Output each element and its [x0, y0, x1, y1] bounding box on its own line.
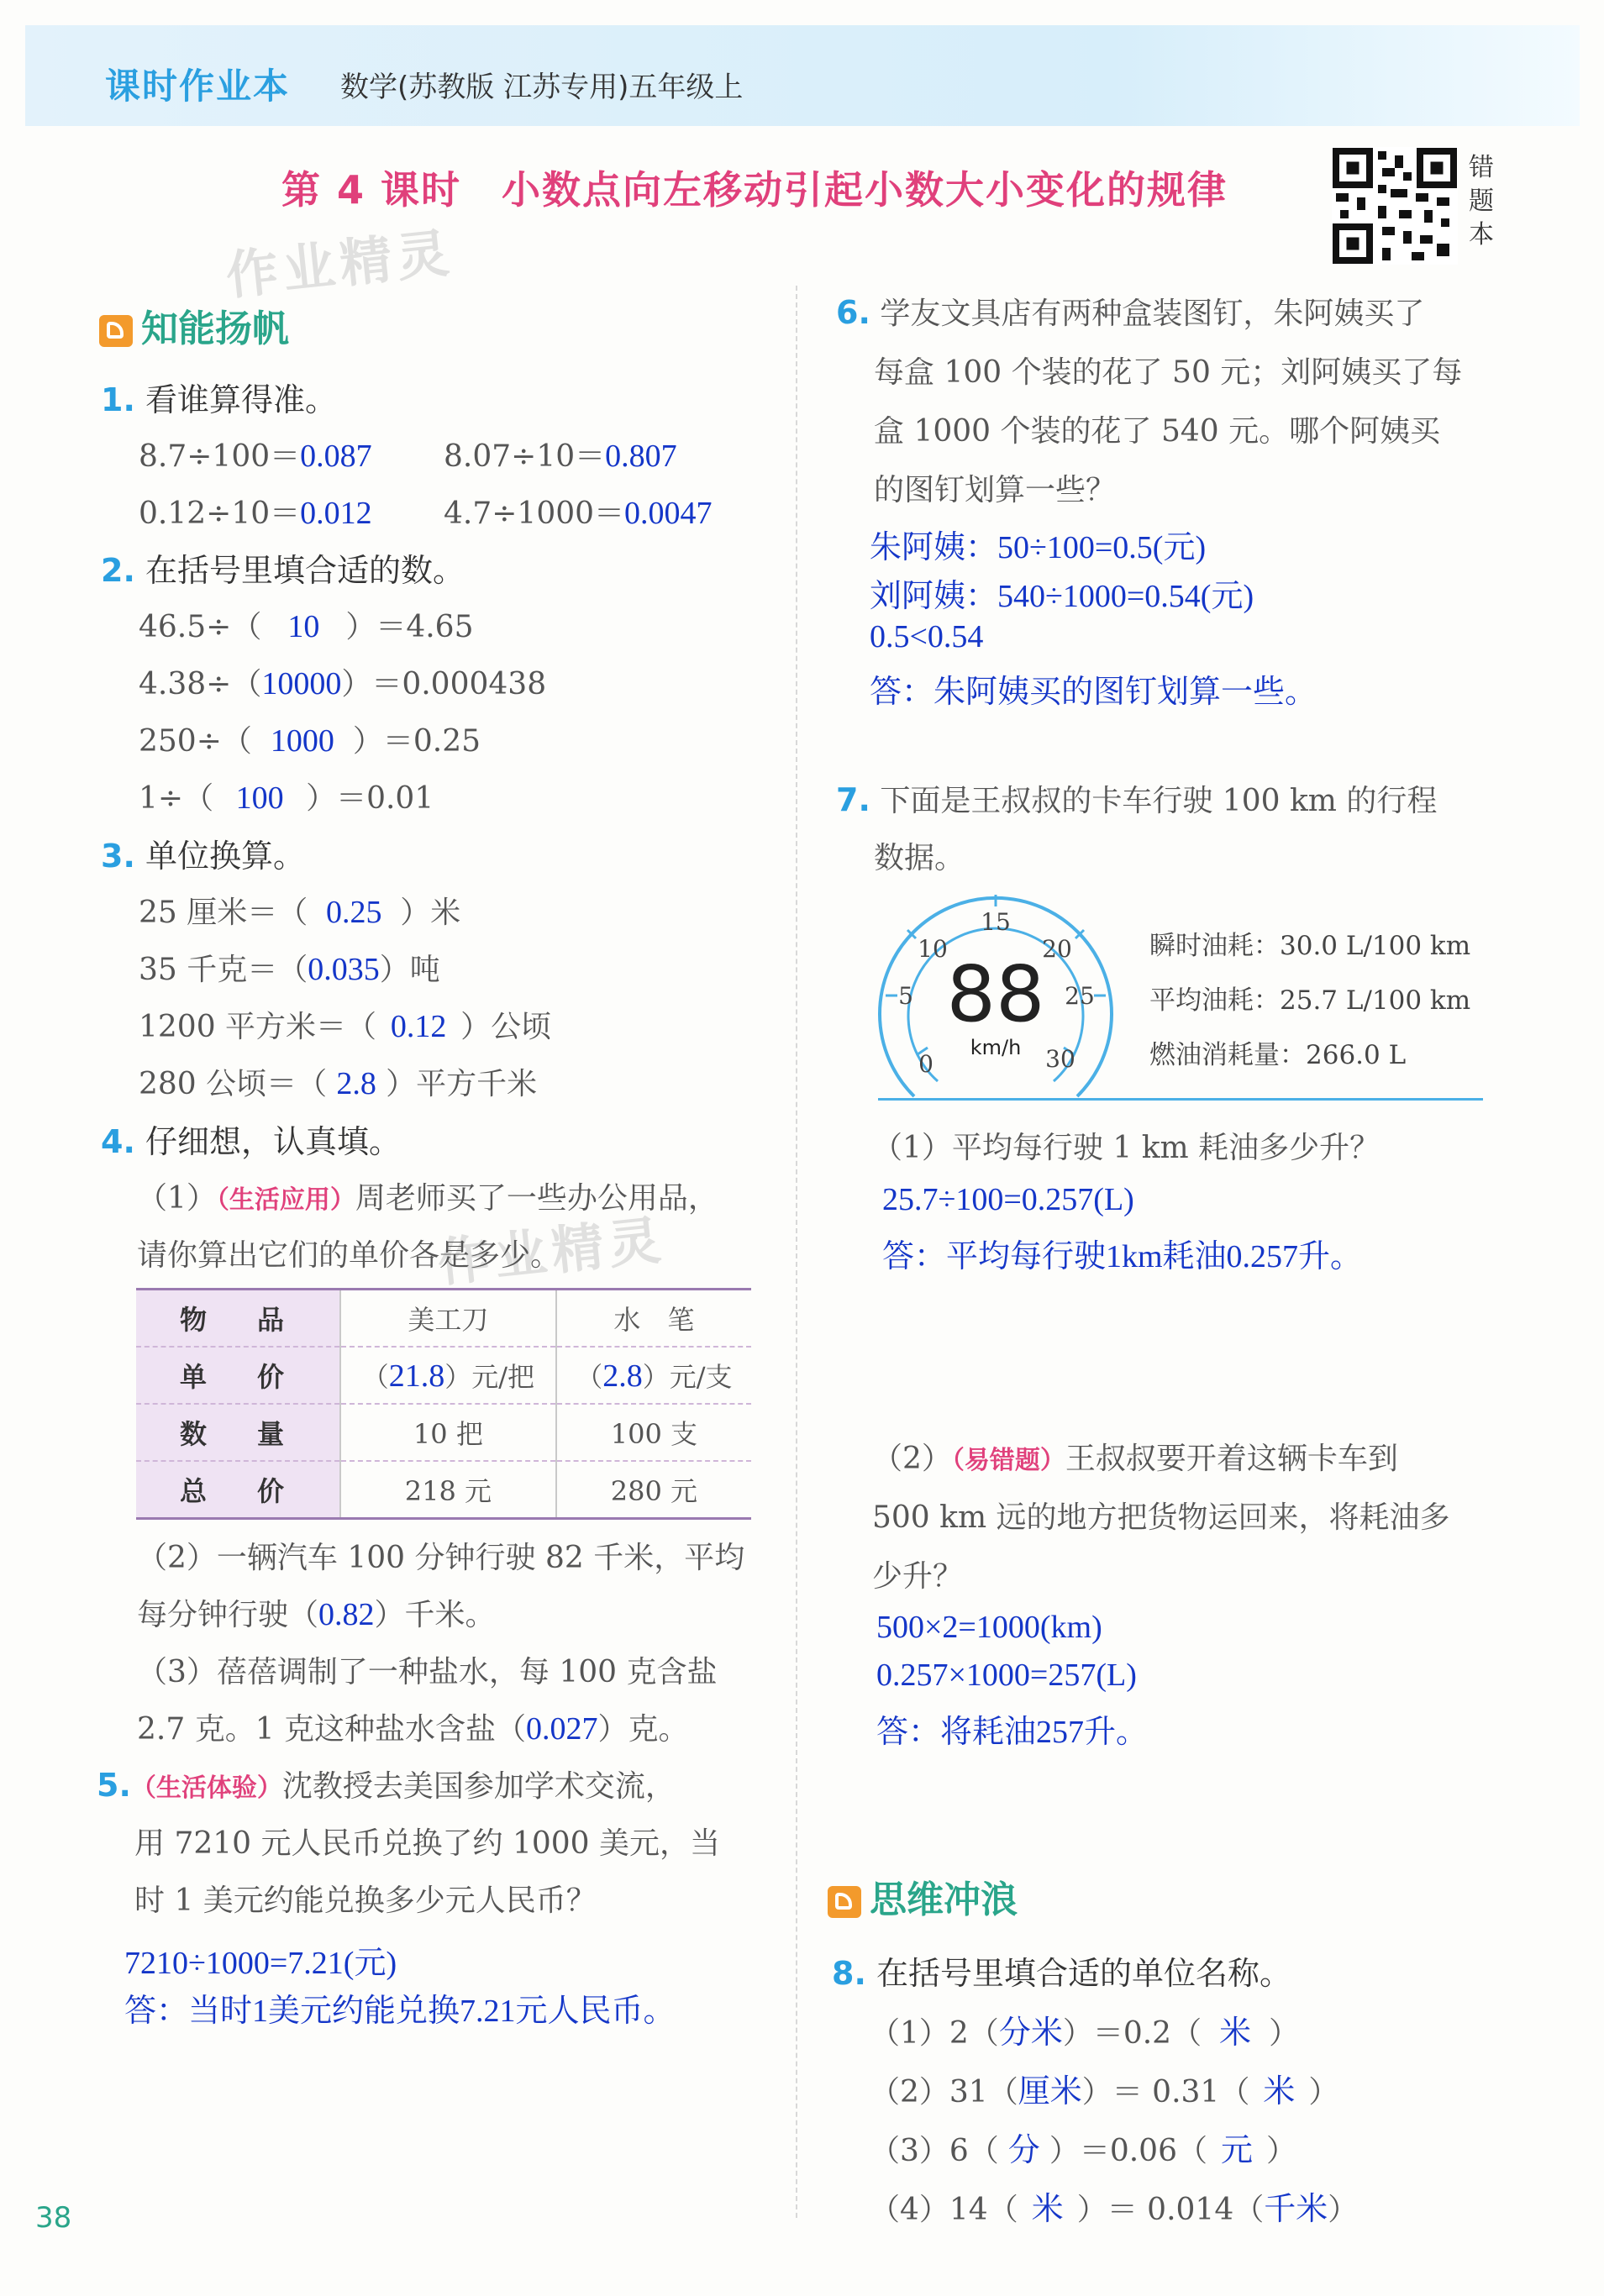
readout-label: 燃油消耗量：	[1149, 1040, 1306, 1070]
answer: 2.8	[602, 1358, 643, 1394]
qr-label-char: 题	[1469, 187, 1494, 216]
q4-title	[101, 1116, 401, 1162]
question-text: 王叔叔要开着这辆卡车到	[1065, 1442, 1398, 1476]
question-text: 单位换算。	[145, 838, 305, 875]
q7-part1-answer: 答：平均每行驶1km耗油0.257升。	[882, 1239, 1363, 1274]
column-divider	[796, 286, 797, 2218]
q6-answer: 朱阿姨：50÷100=0.5(元)	[870, 530, 1207, 565]
q7-text: 数据。	[874, 841, 965, 875]
q5-answer: 答：当时1美元约能兑换7.21元人民币。	[124, 1994, 676, 2029]
q4-part3-cont	[137, 1705, 689, 1748]
table-row	[136, 1404, 751, 1461]
gauge-tick-25: 25	[1065, 982, 1095, 1010]
section-title: 思维冲浪	[870, 1878, 1018, 1921]
question-number: 1.	[101, 381, 135, 418]
answer: 100	[235, 780, 284, 816]
q4-part3: （3）蓓蓓调制了一种盐水，每 100 克含盐	[137, 1655, 718, 1689]
answer: 元	[1220, 2133, 1253, 2168]
expression: 4.7÷1000＝	[444, 497, 625, 531]
question-text: 在括号里填合适的单位名称。	[876, 1955, 1291, 1992]
q8-item	[870, 2065, 1338, 2111]
qr-label-char: 错	[1469, 153, 1494, 182]
qr-label	[1466, 151, 1496, 252]
question-text: 看谁算得准。	[145, 381, 337, 418]
expression: （4）14（	[870, 2193, 1018, 2227]
table-cell: 10 把	[340, 1404, 556, 1461]
question-text: 2.7 克。1 克这种盐水含盐（	[137, 1712, 527, 1747]
book-info: 数学(苏教版 江苏专用)五年级上	[340, 71, 744, 104]
table-cell: 280 元	[556, 1461, 751, 1519]
expression: ）	[1308, 2075, 1339, 2109]
expression: ）吨	[379, 953, 440, 987]
readout-label: 平均油耗：	[1149, 985, 1280, 1016]
table-row	[136, 1461, 751, 1519]
gauge-tick-30: 30	[1045, 1045, 1075, 1073]
answer: 分米	[998, 2015, 1063, 2051]
readout-value: 266.0 L	[1306, 1040, 1407, 1070]
readout-value: 25.7 L/100 km	[1280, 985, 1471, 1016]
table-row-label: 单 价	[136, 1347, 340, 1404]
readout-value: 30.0 L/100 km	[1280, 931, 1471, 961]
table-row	[136, 1290, 751, 1348]
q5-title	[97, 1763, 676, 1805]
section-icon	[828, 1886, 861, 1918]
expression: ）	[1328, 2193, 1359, 2227]
answer: 0.807	[605, 439, 677, 474]
q6-title	[836, 290, 1424, 333]
question-text: 在括号里填合适的数。	[145, 552, 465, 589]
q7-part2-answer: 500×2=1000(km)	[876, 1610, 1102, 1645]
part-label: （1）	[137, 1181, 217, 1216]
readout-fuel-consumed	[1149, 1033, 1406, 1071]
q5-text: 时 1 美元约能兑换多少元人民币？	[134, 1884, 597, 1918]
question-text: 仔细想，认真填。	[145, 1123, 401, 1160]
answer: 分	[1007, 2133, 1040, 2168]
question-number: 3.	[101, 838, 135, 875]
q7-title	[836, 777, 1437, 820]
answer: 米	[1263, 2074, 1296, 2109]
table-cell	[556, 1347, 751, 1404]
q5-answer: 7210÷1000=7.21(元)	[124, 1946, 397, 1981]
question-text: ）克。	[597, 1712, 689, 1747]
gauge-tick-10: 10	[918, 935, 948, 963]
answer: 2.8	[336, 1066, 376, 1101]
q4-part1	[137, 1174, 718, 1217]
section-title: 知能扬帆	[141, 307, 289, 350]
expression: （1）2（	[870, 2016, 999, 2051]
q7-part2-answer: 答：将耗油257升。	[876, 1715, 1149, 1750]
q7-part2	[872, 1435, 1398, 1478]
expression: ）	[1269, 2016, 1300, 2051]
q1-item	[139, 490, 372, 533]
expression: ）＝0.000438	[341, 667, 547, 701]
q8-title	[832, 1947, 1291, 1994]
gauge-tick-15: 15	[981, 908, 1011, 936]
gauge-unit: km/h	[970, 1036, 1022, 1059]
price-table	[136, 1288, 751, 1520]
tag-label: （易错题）	[951, 1446, 1065, 1475]
answer: 米	[1219, 2015, 1252, 2051]
tag-label: （生活体验）	[130, 1773, 282, 1803]
q5-text: 用 7210 元人民币兑换了约 1000 美元，当	[134, 1826, 721, 1861]
qr-label-char: 本	[1469, 220, 1494, 250]
q2-item	[139, 717, 481, 760]
section-header-thinking	[828, 1869, 1018, 1923]
cell-text: （	[361, 1361, 389, 1393]
expression: ）＝0.01	[306, 781, 434, 816]
expression: ）＝0.06（	[1049, 2134, 1207, 2168]
gauge-tick-20: 20	[1042, 935, 1072, 963]
q2-item	[139, 660, 546, 703]
answer: 0.027	[526, 1711, 598, 1747]
answer: 10	[287, 609, 320, 644]
expression: ）＝0.2（	[1062, 2016, 1202, 2051]
expression: 25 厘米＝（	[139, 896, 308, 930]
expression: 0.12÷10＝	[139, 497, 301, 531]
answer: 千米	[1264, 2192, 1328, 2227]
expression: ）＝4.65	[345, 610, 474, 644]
q1-title	[101, 374, 337, 420]
question-number: 2.	[101, 552, 135, 589]
expression: ）米	[400, 896, 461, 930]
q7-part2-cont: 500 km 远的地方把货物运回来，将耗油多	[872, 1500, 1450, 1535]
q3-item	[139, 1060, 537, 1103]
watermark: 作业精灵	[223, 221, 457, 307]
table-row	[136, 1347, 751, 1404]
q3-item	[139, 946, 440, 989]
q1-item	[139, 433, 372, 475]
readout-instant-fuel	[1149, 924, 1470, 962]
gauge-tick-5: 5	[898, 982, 913, 1010]
question-number: 4.	[101, 1123, 135, 1160]
expression: 8.07÷10＝	[444, 439, 606, 474]
table-row-label: 数 量	[136, 1404, 340, 1461]
speedometer-gauge	[874, 886, 1118, 1109]
question-number: 6.	[836, 294, 870, 331]
answer: 0.0047	[624, 496, 713, 531]
q7-part1: （1）平均每行驶 1 km 耗油多少升？	[872, 1131, 1380, 1165]
expression: （3）6（	[870, 2134, 999, 2168]
cell-text: ）元/支	[642, 1361, 733, 1393]
question-text: ）千米。	[374, 1598, 496, 1632]
brand-title: 课时作业本	[105, 66, 291, 107]
expression: 8.7÷100＝	[139, 439, 301, 474]
q8-item	[870, 2183, 1358, 2229]
q8-item	[870, 2006, 1299, 2052]
table-cell: 218 元	[340, 1461, 556, 1519]
expression: 4.38÷（	[139, 667, 262, 701]
answer: 0.012	[300, 496, 372, 531]
q6-text: 每盒 100 个装的花了 50 元；刘阿姨买了每	[874, 355, 1463, 390]
section-icon	[99, 315, 133, 347]
q2-title	[101, 544, 465, 591]
expression: ）＝ 0.31（	[1081, 2075, 1250, 2109]
q6-text: 盒 1000 个装的花了 540 元。哪个阿姨买	[874, 414, 1441, 449]
q6-answer: 刘阿姨：540÷1000=0.54(元)	[870, 579, 1254, 614]
answer: 厘米	[1018, 2074, 1082, 2109]
q4-part1-cont: 请你算出它们的单价各是多少。	[137, 1238, 561, 1273]
table-header-cell: 美工刀	[340, 1290, 556, 1348]
q4-part2: （2）一辆汽车 100 分钟行驶 82 千米，平均	[137, 1541, 745, 1575]
expression: ）平方千米	[386, 1067, 538, 1101]
q7-part2-answer: 0.257×1000=257(L)	[876, 1658, 1137, 1693]
q2-item	[139, 603, 474, 646]
table-cell: 100 支	[556, 1404, 751, 1461]
readout-label: 瞬时油耗：	[1149, 931, 1280, 961]
answer: 10000	[261, 666, 342, 701]
gauge-baseline	[878, 1098, 1483, 1101]
q1-item	[444, 490, 713, 533]
expression: 35 千克＝（	[139, 953, 308, 987]
q3-item	[139, 889, 460, 932]
question-number: 7.	[836, 781, 870, 818]
watermark: 作业精灵	[434, 1208, 669, 1294]
table-header-cell: 物 品	[136, 1290, 340, 1348]
answer: 0.82	[318, 1597, 375, 1632]
readout-average-fuel	[1149, 979, 1470, 1017]
question-number: 5.	[97, 1767, 131, 1804]
expression: 1÷（	[139, 781, 214, 816]
cell-text: ）元/把	[444, 1361, 535, 1393]
expression: ）＝ 0.014（	[1076, 2193, 1265, 2227]
expression: ）＝0.25	[352, 724, 481, 759]
gauge-tick-0: 0	[918, 1050, 933, 1078]
q6-answer: 答：朱阿姨买的图钉划算一些。	[870, 675, 1317, 710]
expression: ）	[1265, 2134, 1296, 2168]
answer: 1000	[270, 723, 334, 759]
answer: 0.25	[326, 895, 382, 930]
qr-code-icon[interactable]	[1332, 147, 1458, 265]
question-text: 学友文具店有两种盒装图钉，朱阿姨买了	[880, 297, 1425, 331]
question-text: 每分钟行驶（	[137, 1598, 319, 1632]
section-header-skills	[99, 298, 289, 352]
q8-item	[870, 2124, 1296, 2170]
answer: 0.035	[308, 952, 380, 987]
question-number: 8.	[832, 1955, 866, 1992]
q3-title	[101, 830, 305, 876]
expression: （2）31（	[870, 2075, 1018, 2109]
question-text: 下面是王叔叔的卡车行驶 100 km 的行程	[880, 784, 1438, 818]
q2-item	[139, 775, 434, 817]
q7-part2-cont: 少升？	[872, 1559, 964, 1594]
q7-part1-answer: 25.7÷100=0.257(L)	[882, 1182, 1134, 1217]
q3-item	[139, 1003, 551, 1046]
expression: ）公顷	[460, 1010, 552, 1044]
question-text: 周老师买了一些办公用品，	[355, 1181, 718, 1216]
expression: 1200 平方米＝（	[139, 1010, 377, 1044]
q1-item	[444, 433, 677, 475]
expression: 250÷（	[139, 724, 252, 759]
gauge-speed: 88	[946, 949, 1045, 1039]
q6-text: 的图钉划算一些？	[874, 473, 1117, 507]
answer: 米	[1031, 2192, 1064, 2227]
answer: 0.12	[390, 1009, 447, 1044]
table-header-cell: 水 笔	[556, 1290, 751, 1348]
answer: 0.087	[300, 439, 372, 474]
tag-label: （生活应用）	[216, 1185, 355, 1215]
question-text: 沈教授去美国参加学术交流，	[281, 1769, 676, 1804]
q4-part2-cont	[137, 1591, 496, 1634]
table-cell	[340, 1347, 556, 1404]
part-label: （2）	[872, 1442, 952, 1476]
table-row-label: 总 价	[136, 1461, 340, 1519]
page-number: 38	[35, 2201, 72, 2235]
answer: 21.8	[388, 1358, 445, 1394]
q6-answer: 0.5<0.54	[870, 619, 984, 654]
expression: 280 公顷＝（	[139, 1067, 328, 1101]
lesson-title: 第 4 课时 小数点向左移动引起小数大小变化的规律	[281, 167, 1228, 213]
expression: 46.5÷（	[139, 610, 262, 644]
cell-text: （	[576, 1361, 603, 1393]
